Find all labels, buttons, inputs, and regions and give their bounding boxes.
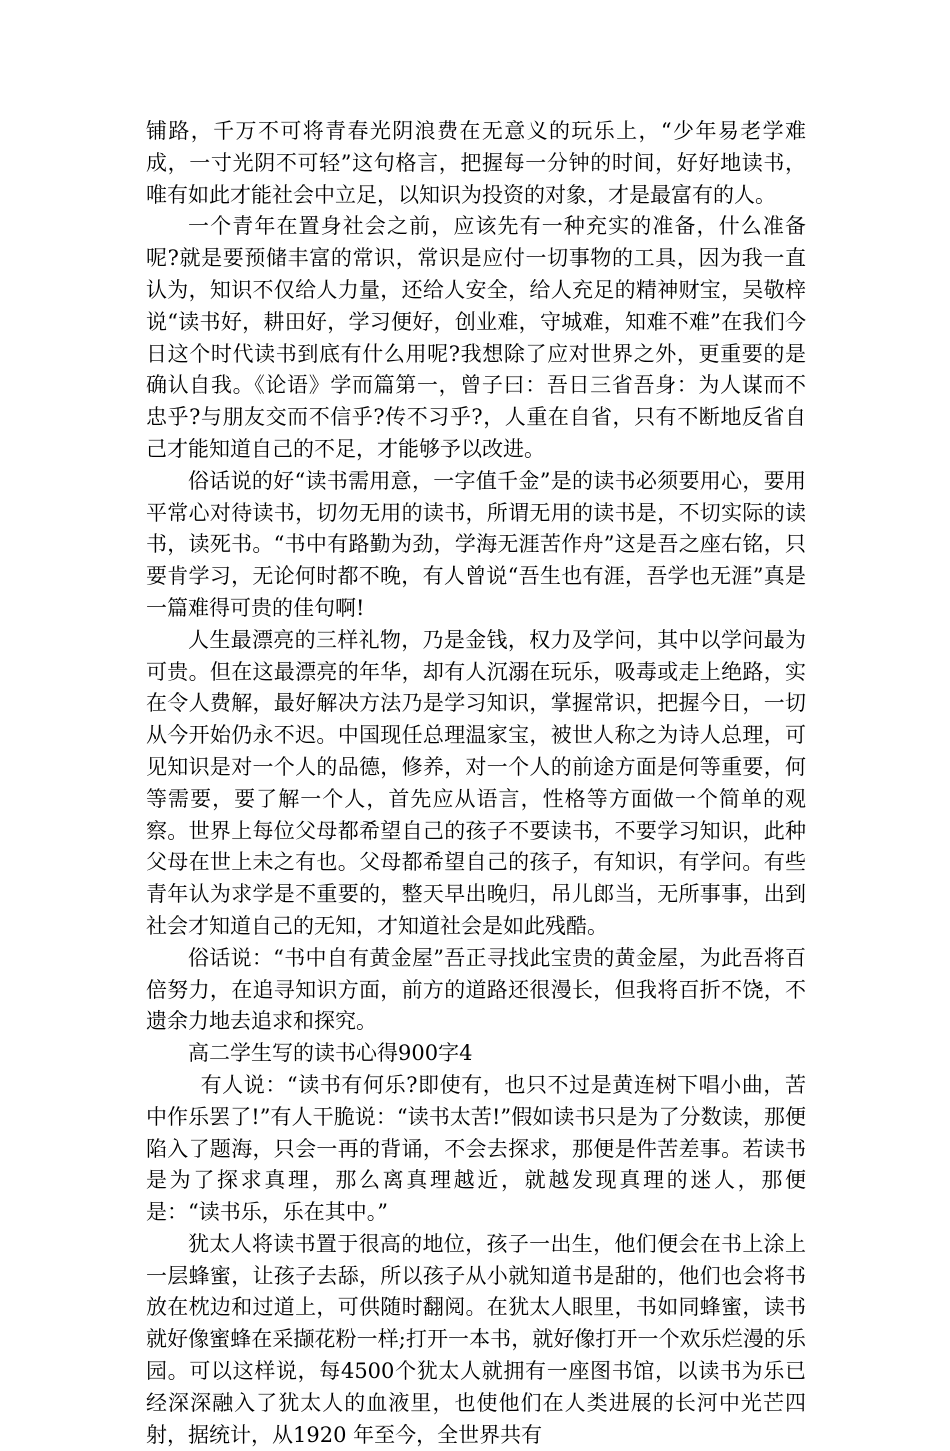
paragraph-5: 俗话说：“书中自有黄金屋”吾正寻找此宝贵的黄金屋，为此吾将百倍努力，在追寻知识方面，前方的道路还很漫长，但我将百折不饶，不遗余力地去追求和探究。 bbox=[146, 945, 806, 1034]
section-heading: 高二学生写的读书心得900字4 bbox=[188, 1041, 473, 1066]
paragraph-2: 一个青年在置身社会之前，应该先有一种充实的准备，什么准备呢?就是要预储丰富的常识，常识是应付一切事物的工具，因为我一直认为，知识不仅给人力量，还给人安全，给人充足的精神财宝，吴敬梓说“读书好，耕田好，学习便好，创业难，守城难，知难不难”在我们今日这个时代读书到底有什么用呢?我想除了应对世界之外，更重要的是确认自我。《论语》学而篇第一，曾子曰：吾日三省吾身：为人谋而不忠乎?与朋友交而不信乎?传不习乎?，人重在自省，只有不断地反省自己才能知道自己的不足，才能够予以改进。 bbox=[146, 214, 806, 461]
paragraph-7: 犹太人将读书置于很高的地位，孩子一出生，他们便会在书上涂上一层蜂蜜，让孩子去舔，所以孩子从小就知道书是甜的，他们也会将书放在枕边和过道上，可供随时翻阅。在犹太人眼里，书如同蜂蜜，读书就好像蜜蜂在采撷花粉一样;打开一本书，就好像打开一个欢乐烂漫的乐园。可以这样说，每4500个犹太人就拥有一座图书馆，以读书为乐已经深深融入了犹太人的血液里，也使他们在人类进展的长河中光芒四射，据统计，从1920 年至今，全世界共有 bbox=[146, 1231, 806, 1447]
paragraph-3: 俗话说的好“读书需用意，一字值千金”是的读书必须要用心，要用平常心对待读书，切勿无用的读书，所谓无用的读书是，不切实际的读书，读死书。“书中有路勤为劲，学海无涯苦作舟”这是吾之座右铭，只要肯学习，无论何时都不晚，有人曾说“吾生也有涯，吾学也无涯”真是一篇难得可贵的佳句啊! bbox=[146, 468, 806, 620]
document-page bbox=[146, 116, 806, 1451]
paragraph-6: 有人说：“读书有何乐?即使有，也只不过是黄连树下唱小曲，苦中作乐罢了!”有人干脆说：“读书太苦!”假如读书只是为了分数读，那便陷入了题海，只会一再的背诵，不会去探求，那便是件苦差事。若读书是为了探求真理，那么离真理越近，就越发现真理的迷人，那便是：“读书乐，乐在其中。” bbox=[146, 1072, 806, 1225]
paragraph-4: 人生最漂亮的三样礼物，乃是金钱，权力及学问，其中以学问最为可贵。但在这最漂亮的年华，却有人沉溺在玩乐，吸毒或走上绝路，实在令人费解，最好解决方法乃是学习知识，掌握常识，把握今日，一切从今开始仍永不迟。中国现任总理温家宝，被世人称之为诗人总理，可见知识是对一个人的品德，修养，对一个人的前途方面是何等重要，何等需要，要了解一个人，首先应从语言，性格等方面做一个简单的观察。世界上每位父母都希望自己的孩子不要读书，不要学习知识，此种父母在世上未之有也。父母都希望自己的孩子，有知识，有学问。有些青年认为求学是不重要的，整天早出晚归，吊儿郎当，无所事事，出到社会才知道自己的无知，才知道社会是如此残酷。 bbox=[146, 627, 806, 938]
paragraph-1: 铺路，千万不可将青春光阴浪费在无意义的玩乐上，“少年易老学难成，一寸光阴不可轻”这句格言，把握每一分钟的时间，好好地读书，唯有如此才能社会中立足，以知识为投资的对象，才是最富有的人。 bbox=[146, 119, 806, 207]
